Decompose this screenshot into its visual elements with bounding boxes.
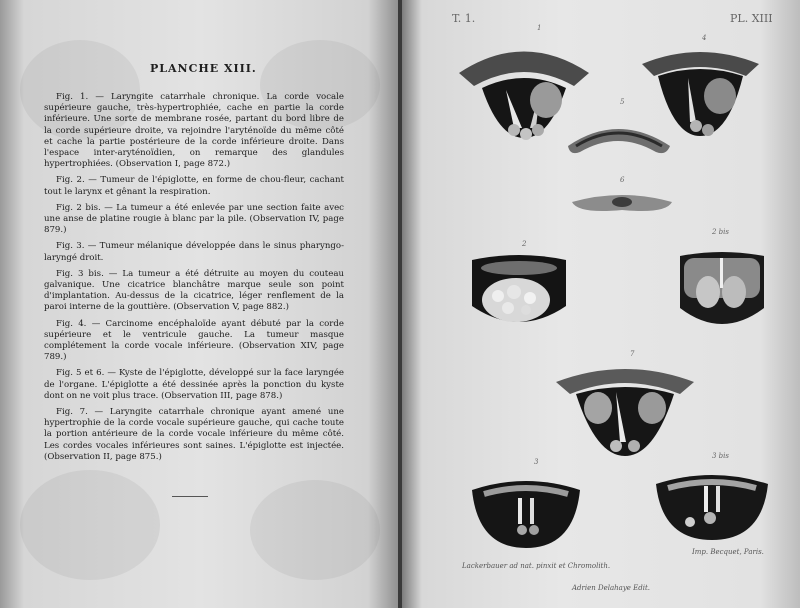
end-rule (172, 496, 208, 497)
figure-label-7: 7 (630, 350, 635, 358)
figure-label-2: 2 (522, 240, 527, 248)
figure-2-bis-illustration (678, 250, 766, 336)
figure-label-3: 3 (534, 458, 539, 466)
plate-title: PLANCHE XIII. (150, 62, 257, 75)
plate-number-label: PL. XIII (730, 12, 773, 25)
caption-fig-7: Fig. 7. — Laryngite catarrhale chronique ayant amené une hypertrophie de la corde vocale supérieure gauche, qui cache toute la portion antérieure de la corde vocale inférieure du même côté. Les cordes vocales inférieures sont saines. L'épiglotte est injectée. (Observation II, page 875.) (44, 407, 344, 462)
caption-fig-3-bis: Fig. 3 bis. — La tumeur a été détruite au moyen du couteau galvanique. Une cicatrice blanchâtre marque seule son point d'implantation. Au-dessus de la cicatrice, léger renflement de la paroi interne de la gouttière. (Observation V, page 882.) (44, 268, 344, 313)
figure-5-epiglottis-illustration (566, 112, 672, 160)
figure-label-1: 1 (537, 24, 542, 32)
figure-7-larynx-illustration (554, 362, 696, 458)
bleed-through-shadow (250, 480, 380, 580)
caption-fig-1: Fig. 1. — Laryngite catarrhale chronique. La corde vocale supérieure gauche, très-hypertrophiée, cache en partie la corde inférieure. Une sorte de membrane rosée, partant du bord libre de la corde supérieure droite, va rejoindre l'aryténoïde du même côté et cache la partie postérieure de la corde inférieure droite. Dans l'espace inter-aryténoïdien, on remarque des glandules hypertrophiées. (Observation I, page 872.) (44, 92, 344, 170)
volume-label: T. 1. (452, 12, 476, 25)
caption-fig-4: Fig. 4. — Carcinome encéphaloïde ayant débuté par la corde supérieure et le ventricule gauche. La tumeur masque complétement la corde vocale inférieure. (Observation XIV, page 789.) (44, 318, 344, 363)
figure-label-3-bis: 3 bis (712, 452, 729, 460)
figure-3-bis-illustration (654, 470, 770, 544)
right-page (402, 0, 800, 608)
caption-fig-2: Fig. 2. — Tumeur de l'épiglotte, en forme de chou-fleur, cachant tout le larynx et gênant la respiration. (44, 175, 344, 197)
printer-credit: Imp. Becquet, Paris. (692, 548, 764, 556)
bleed-through-shadow (20, 470, 160, 580)
caption-fig-5-6: Fig. 5 et 6. — Kyste de l'épiglotte, développé sur la face laryngée de l'organe. L'épiglotte a été dessinée après la ponction du kyste dont on ne voit plus trace. (Observation III, page 878.) (44, 368, 344, 401)
figure-label-6: 6 (620, 176, 625, 184)
figure-label-2-bis: 2 bis (712, 228, 729, 236)
figure-2-tumor-illustration (468, 252, 570, 332)
figure-6-epiglottis-illustration (570, 186, 674, 220)
caption-fig-3: Fig. 3. — Tumeur mélanique développée dans le sinus pharyngo-laryngé droit. (44, 241, 344, 263)
figure-label-5: 5 (620, 98, 625, 106)
publisher-credit: Adrien Delahaye Edit. (572, 584, 651, 592)
caption-fig-2-bis: Fig. 2 bis. — La tumeur a été enlevée par une section faite avec une anse de platine rougie à blanc par la pile. (Observation IV, page 879.) (44, 202, 344, 236)
lithographer-credit: Lackerbauer ad nat. pinxit et Chromolith. (462, 562, 611, 570)
caption-list (44, 92, 344, 468)
figure-label-4: 4 (702, 34, 707, 42)
figure-3-larynx-illustration (470, 476, 582, 552)
